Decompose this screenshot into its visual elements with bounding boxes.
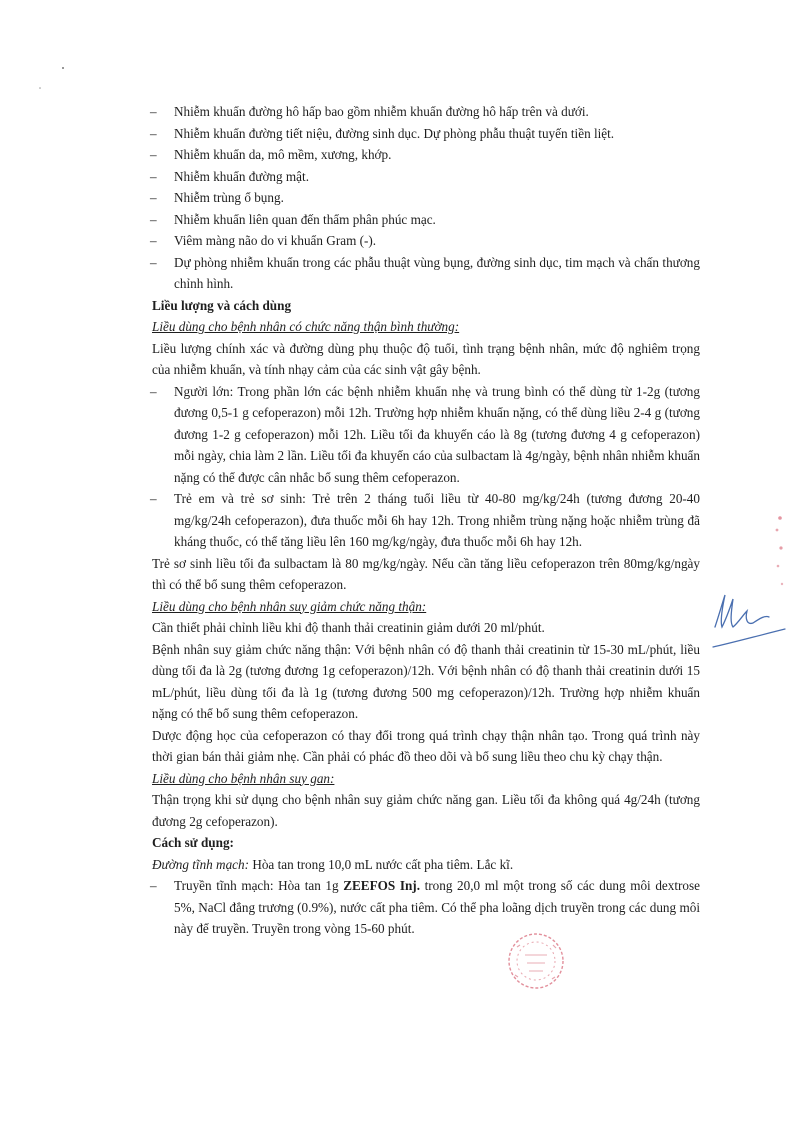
indications-list (152, 101, 700, 295)
renal-impairment-subheading: Liều dùng cho bệnh nhân suy giảm chức năng thận: (152, 598, 427, 614)
dialysis-paragraph: Dược động học của cefoperazon có thay đổi trong quá trình chạy thận nhân tạo. Trong quá trình này thời gian bán thải giảm nhẹ. Cần phải có phác đồ theo dõi và bổ sung liều theo chu kỳ chạy thận. (152, 727, 700, 764)
list-item: – Nhiễm khuẩn đường hô hấp bao gồm nhiễm khuẩn đường hô hấp trên và dưới. (150, 104, 589, 119)
normal-renal-subheading: Liều dùng cho bệnh nhân có chức năng thận bình thường: (152, 319, 460, 334)
product-name: ZEEFOS Inj. (343, 878, 420, 893)
infusion-item: – Truyền tĩnh mạch: Hòa tan 1g ZEEFOS Inj. trong 20,0 ml một trong số các dung môi dextrose 5%, NaCl đẳng trương (0.9%), nước cất pha tiêm. Có thể pha loãng dịch truyền trong các dung môi này để truyền. Truyền trong vòng 15-60 phút. (150, 878, 700, 936)
liver-paragraph: Thận trọng khi sử dụng cho bệnh nhân suy giảm chức năng gan. Liều tối đa không quá 4g/24h (tương đương 2g cefoperazon). (152, 792, 700, 829)
child-dosage-item: – Trẻ em và trẻ sơ sinh: Trẻ trên 2 tháng tuổi liều từ 40-80 mg/kg/24h (tương đương 20-40 mg/kg/24h cefoperazon), đưa thuốc mỗi 6h hay 12h. Trong nhiễm trùng nặng hoặc nhiễm trùng đã kháng thuốc, có thể tăng liều lên 160 mg/kg/ngày, đưa thuốc mỗi 6h hay 12h. (150, 491, 700, 549)
official-stamp (503, 925, 569, 997)
list-item: – Viêm màng não do vi khuẩn Gram (-). (150, 233, 377, 248)
list-item: – Nhiễm trùng ổ bụng. (150, 190, 284, 205)
neonate-dosage-paragraph: Trẻ sơ sinh liều tối đa sulbactam là 80 mg/kg/ngày. Nếu cần tăng liều cefoperazon trên 80mg/kg/ngày thì có thể bổ sung thêm cefoperazon. (152, 555, 700, 592)
list-item: – Nhiễm khuẩn đường tiết niệu, đường sinh dục. Dự phòng phẫu thuật tuyến tiền liệt. (150, 125, 615, 141)
iv-paragraph: Đường tĩnh mạch: Hòa tan trong 10,0 mL nước cất pha tiêm. Lắc kĩ. (152, 856, 514, 872)
dosage-heading: Liều lượng và cách dùng (152, 297, 292, 313)
handwritten-signature (705, 585, 790, 655)
adult-dosage-item: – Người lớn: Trong phần lớn các bệnh nhiễm khuẩn nhẹ và trung bình có thể dùng từ 1-2g (tương đương 0,5-1 g cefoperazon) mỗi 12h. Trường hợp nhiễm khuẩn nặng, có thể dùng liều 2-4 g (tương đương 1-2 g cefoperazon) mỗi 12h. Liều tối đa khuyến cáo là 8g (tương đương 4 g cefoperazon) mỗi ngày, chia làm 2 lần. Liều tối đa khuyến cáo của sulbactam là 4g/ngày, bệnh nhân nhiễm khuẩn nặng có thể được cân nhắc bổ sung thêm cefoperazon. (150, 383, 700, 485)
document-body (152, 101, 700, 940)
renal-paragraph: Bệnh nhân suy giảm chức năng thận: Với bệnh nhân có độ thanh thải creatinin từ 15-30 mL/phút, liều dùng tối đa là 2g (tương đương 1g cefoperazon)/12h. Với bệnh nhân có độ thanh thải creatinin dưới 15 mL/phút, liều dùng tối đa là 1g (tương đương 500 mg cefoperazon)/12h. Trường hợp nhiễm khuẩn nặng có thể bổ sung thêm cefoperazon. (152, 641, 700, 721)
list-item: – Nhiễm khuẩn da, mô mềm, xương, khớp. (150, 147, 392, 162)
usage-heading: Cách sử dụng: (152, 835, 234, 850)
renal-paragraph: Cần thiết phải chỉnh liều khi độ thanh thải creatinin giảm dưới 20 ml/phút. (152, 620, 545, 635)
list-item: – Nhiễm khuẩn đường mật. (150, 168, 309, 184)
dosage-intro-paragraph: Liều lượng chính xác và đường dùng phụ thuộc độ tuổi, tình trạng bệnh nhân, mức độ nghiêm trọng của nhiễm khuẩn, và tính nhạy cảm của các sinh vật gây bệnh. (152, 340, 700, 377)
list-item: – Nhiễm khuẩn liên quan đến thẩm phân phúc mạc. (150, 211, 436, 227)
scan-speck-mark (30, 62, 70, 92)
iv-label: Đường tĩnh mạch: (152, 856, 250, 872)
list-item: – Dự phòng nhiễm khuẩn trong các phẫu thuật vùng bụng, đường sinh dục, tim mạch và chấn thương chỉnh hình. (150, 254, 700, 291)
liver-subheading: Liều dùng cho bệnh nhân suy gan: (152, 770, 335, 786)
